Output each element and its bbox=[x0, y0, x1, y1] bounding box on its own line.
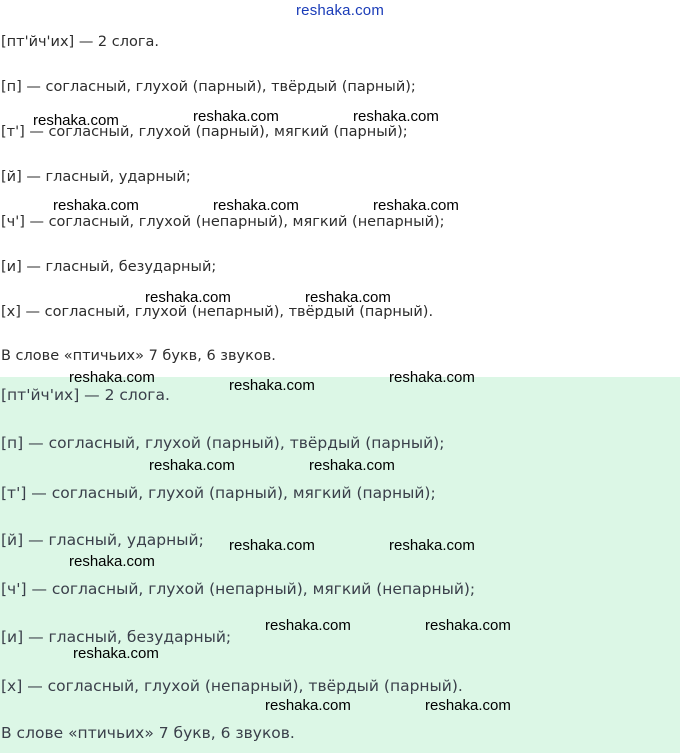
watermark: reshaka.com bbox=[229, 377, 315, 394]
watermark: reshaka.com bbox=[389, 537, 475, 554]
sound-line-t: [т'] — согласный, глухой (парный), мягкий (парный); bbox=[1, 124, 408, 140]
watermark: reshaka.com bbox=[425, 617, 511, 634]
sound-line-kh: [х] — согласный, глухой (непарный), твёрдый (парный). bbox=[1, 304, 434, 320]
summary-line: В слове «птичьих» 7 букв, 6 звуков. bbox=[1, 348, 276, 364]
watermark: reshaka.com bbox=[33, 112, 119, 129]
watermark: reshaka.com bbox=[425, 697, 511, 714]
watermark: reshaka.com bbox=[145, 289, 231, 306]
watermark: reshaka.com bbox=[373, 197, 459, 214]
sound-line-y: [й] — гласный, ударный; bbox=[1, 531, 204, 549]
sound-line-p: [п] — согласный, глухой (парный), твёрдый (парный); bbox=[1, 434, 445, 452]
watermark: reshaka.com bbox=[213, 197, 299, 214]
sound-line-ch: [ч'] — согласный, глухой (непарный), мягкий (непарный); bbox=[1, 214, 445, 230]
watermark: reshaka.com bbox=[389, 369, 475, 386]
sound-line-p: [п] — согласный, глухой (парный), твёрдый (парный); bbox=[1, 79, 416, 95]
syllable-line: [пт'йч'их] — 2 слога. bbox=[1, 34, 159, 50]
sound-line-i: [и] — гласный, безударный; bbox=[1, 259, 217, 275]
summary-line: В слове «птичьих» 7 букв, 6 звуков. bbox=[1, 724, 295, 742]
watermark: reshaka.com bbox=[305, 289, 391, 306]
watermark: reshaka.com bbox=[353, 108, 439, 125]
watermark: reshaka.com bbox=[69, 369, 155, 386]
sound-line-y: [й] — гласный, ударный; bbox=[1, 169, 191, 185]
watermark: reshaka.com bbox=[193, 108, 279, 125]
site-header-logo[interactable]: reshaka.com bbox=[295, 2, 385, 19]
sound-line-ch: [ч'] — согласный, глухой (непарный), мягкий (непарный); bbox=[1, 580, 476, 598]
sound-line-i: [и] — гласный, безударный; bbox=[1, 628, 232, 646]
sound-line-kh: [х] — согласный, глухой (непарный), твёрдый (парный). bbox=[1, 677, 463, 695]
watermark: reshaka.com bbox=[309, 457, 395, 474]
watermark: reshaka.com bbox=[229, 537, 315, 554]
syllable-line: [пт'йч'их] — 2 слога. bbox=[1, 386, 170, 404]
sound-line-t: [т'] — согласный, глухой (парный), мягкий (парный); bbox=[1, 484, 436, 502]
watermark: reshaka.com bbox=[73, 645, 159, 662]
watermark: reshaka.com bbox=[265, 617, 351, 634]
watermark: reshaka.com bbox=[265, 697, 351, 714]
watermark: reshaka.com bbox=[149, 457, 235, 474]
watermark: reshaka.com bbox=[69, 553, 155, 570]
watermark: reshaka.com bbox=[53, 197, 139, 214]
